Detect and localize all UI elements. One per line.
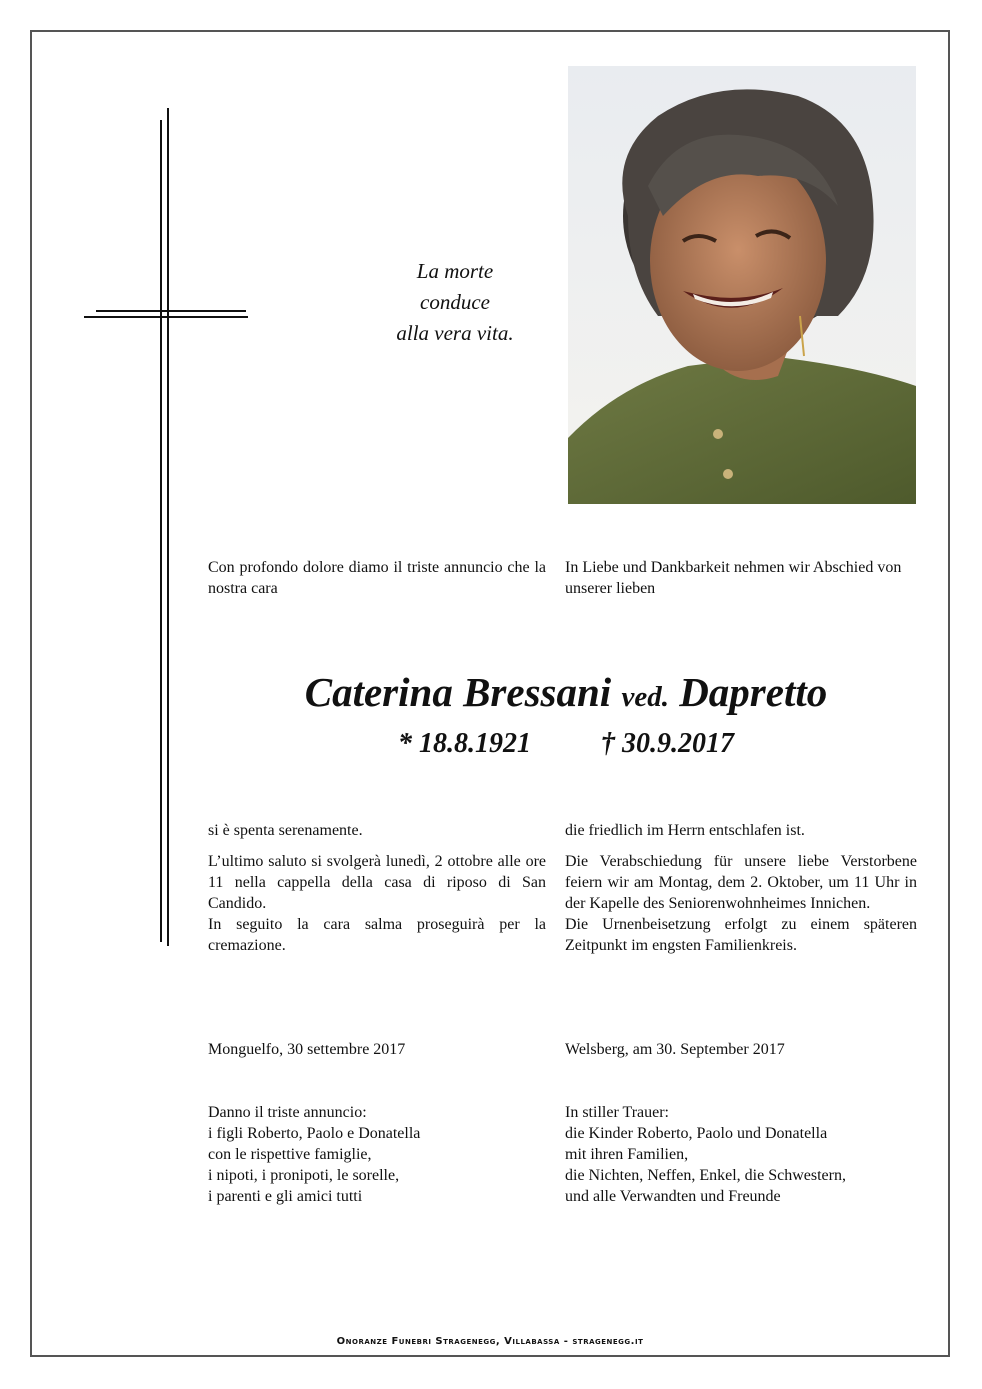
body-italian-text2: In seguito la cara salma proseguirà per la cremazione. [208, 916, 546, 954]
body-italian-text: L’ultimo saluto si svolgerà lunedì, 2 ottobre alle ore 11 nella cappella della casa di riposo di San Candido. [208, 853, 546, 912]
mourners-line: In stiller Trauer: [565, 1104, 669, 1121]
mourners-line: i figli Roberto, Paolo e Donatella [208, 1125, 421, 1142]
body-italian [208, 820, 546, 956]
mourners-line: i parenti e gli amici tutti [208, 1188, 363, 1205]
mourners-line: mit ihren Familien, [565, 1146, 689, 1163]
death-date: † 30.9.2017 [601, 728, 734, 759]
mourners-line: die Nichten, Neffen, Enkel, die Schwestern, [565, 1167, 846, 1184]
mourners-line: und alle Verwandten und Freunde [565, 1188, 781, 1205]
body-german-line1: die friedlich im Herrn entschlafen ist. [565, 822, 805, 839]
quote [330, 256, 580, 349]
deceased-last-name: Dapretto [679, 669, 828, 715]
body-italian-line1: si è spenta serenamente. [208, 822, 363, 839]
mourners-line: die Kinder Roberto, Paolo und Donatella [565, 1125, 828, 1142]
deceased-name [150, 668, 982, 716]
mourners-line: i nipoti, i pronipoti, le sorelle, [208, 1167, 400, 1184]
body-german-text2: Die Urnenbeisetzung erfolgt zu einem späteren Zeitpunkt im engsten Familienkreis. [565, 916, 917, 954]
life-dates [150, 728, 982, 760]
place-date-german: Welsberg, am 30. September 2017 [565, 1041, 785, 1058]
mourners-italian [208, 1102, 546, 1207]
deceased-ved: ved. [621, 681, 669, 713]
body-german [565, 820, 917, 956]
intro-german: In Liebe und Dankbarkeit nehmen wir Abschied von unserer lieben [565, 559, 902, 597]
mourners-line: Danno il triste annuncio: [208, 1104, 367, 1121]
footer-imprint: Onoranze Funebri Stragenegg, Villabassa - stragenegg.it [336, 1336, 644, 1347]
place-date-italian: Monguelfo, 30 settembre 2017 [208, 1041, 406, 1058]
body-german-text: Die Verabschiedung für unsere liebe Verstorbene feiern wir am Montag, dem 2. Oktober, um 11 Uhr in der Kapelle des Seniorenwohnheimes Innichen. [565, 853, 917, 912]
quote-line: La morte [416, 259, 494, 283]
quote-line: conduce [420, 290, 490, 314]
quote-line: alla vera vita. [396, 321, 514, 345]
mourners-line: con le rispettive famiglie, [208, 1146, 372, 1163]
portrait-photo [568, 66, 916, 504]
birth-date: * 18.8.1921 [398, 728, 531, 759]
mourners-german [565, 1102, 917, 1207]
intro-italian: Con profondo dolore diamo il triste annuncio che la nostra cara [208, 559, 546, 597]
deceased-first-name: Caterina Bressani [304, 669, 612, 715]
